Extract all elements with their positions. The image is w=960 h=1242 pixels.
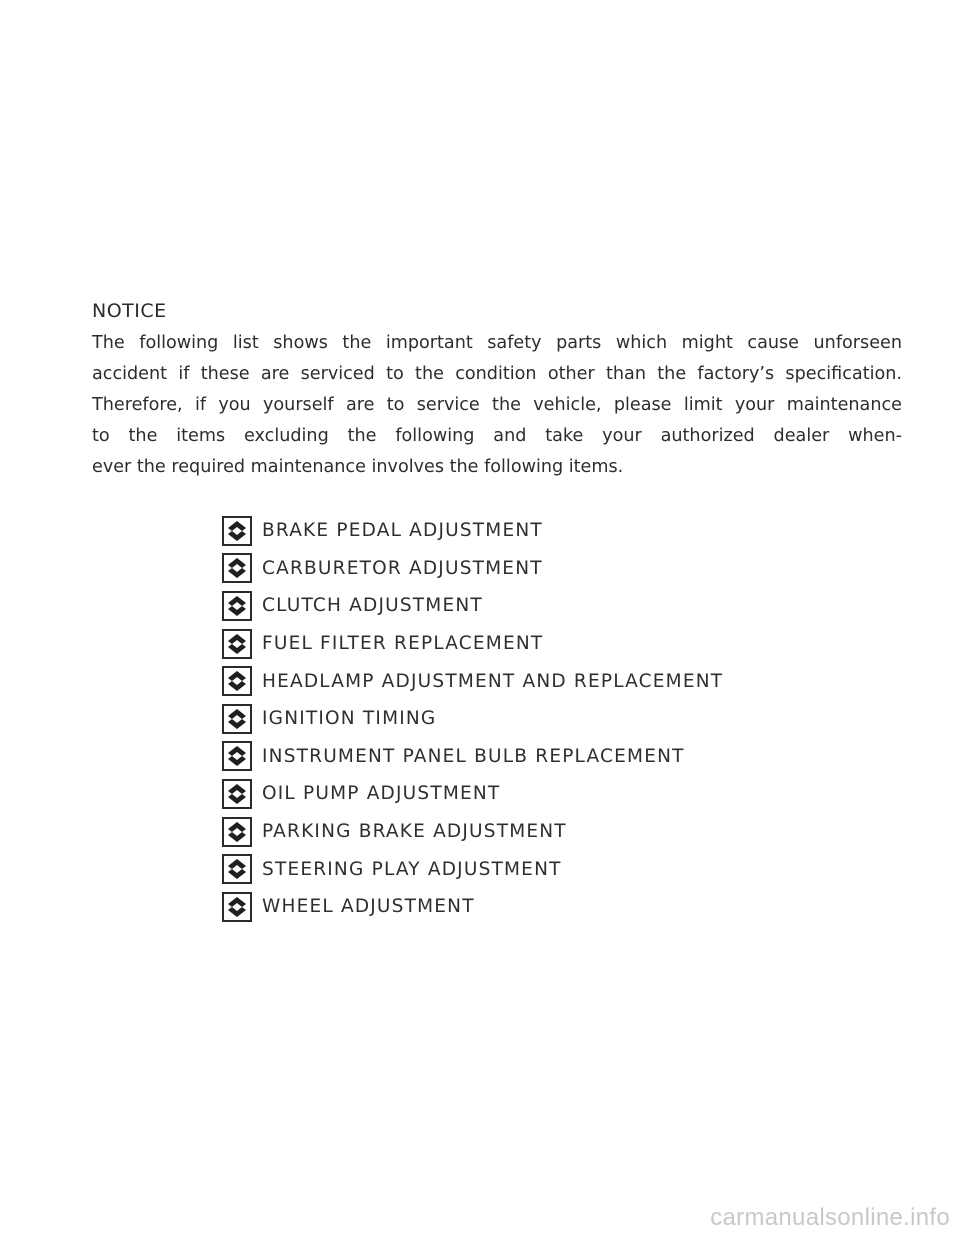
- suzuki-logo-icon: [222, 892, 252, 922]
- item-label: BRAKE PEDAL ADJUSTMENT: [262, 520, 543, 542]
- item-label: PARKING BRAKE ADJUSTMENT: [262, 821, 567, 843]
- notice-line: accident if these are serviced to the condition other than the factory’s specification.: [92, 364, 902, 384]
- list-item: [222, 587, 723, 625]
- item-label: WHEEL ADJUSTMENT: [262, 896, 475, 918]
- item-label: FUEL FILTER REPLACEMENT: [262, 633, 544, 655]
- notice-paragraph: [92, 328, 902, 483]
- list-item: [222, 700, 723, 738]
- notice-title: NOTICE: [92, 300, 167, 322]
- notice-line: The following list shows the important safety parts which might cause unforseen: [92, 333, 902, 353]
- list-item: [222, 550, 723, 588]
- item-label: OIL PUMP ADJUSTMENT: [262, 783, 501, 805]
- list-item: [222, 850, 723, 888]
- suzuki-logo-icon: [222, 591, 252, 621]
- item-label: STEERING PLAY ADJUSTMENT: [262, 858, 562, 880]
- item-label: HEADLAMP ADJUSTMENT AND REPLACEMENT: [262, 670, 724, 692]
- item-label: CLUTCH ADJUSTMENT: [262, 595, 483, 617]
- list-item: [222, 738, 723, 776]
- list-item: [222, 813, 723, 851]
- safety-items-list: [222, 512, 723, 926]
- list-item: [222, 662, 723, 700]
- item-label: IGNITION TIMING: [262, 708, 437, 730]
- suzuki-logo-icon: [222, 553, 252, 583]
- notice-line: ever the required maintenance involves the following items.: [92, 457, 624, 477]
- notice-line: to the items excluding the following and take your authorized dealer when-: [92, 426, 902, 446]
- suzuki-logo-icon: [222, 629, 252, 659]
- list-item: [222, 512, 723, 550]
- watermark: carmanualsonline.info: [710, 1204, 950, 1231]
- item-label: CARBURETOR ADJUSTMENT: [262, 557, 543, 579]
- suzuki-logo-icon: [222, 741, 252, 771]
- item-label: INSTRUMENT PANEL BULB REPLACEMENT: [262, 745, 685, 767]
- suzuki-logo-icon: [222, 779, 252, 809]
- suzuki-logo-icon: [222, 704, 252, 734]
- notice-line: Therefore, if you yourself are to service the vehicle, please limit your maintenance: [92, 395, 902, 415]
- list-item: [222, 775, 723, 813]
- list-item: [222, 625, 723, 663]
- suzuki-logo-icon: [222, 666, 252, 696]
- suzuki-logo-icon: [222, 516, 252, 546]
- list-item: [222, 888, 723, 926]
- suzuki-logo-icon: [222, 854, 252, 884]
- notice-section: [92, 300, 902, 483]
- suzuki-logo-icon: [222, 817, 252, 847]
